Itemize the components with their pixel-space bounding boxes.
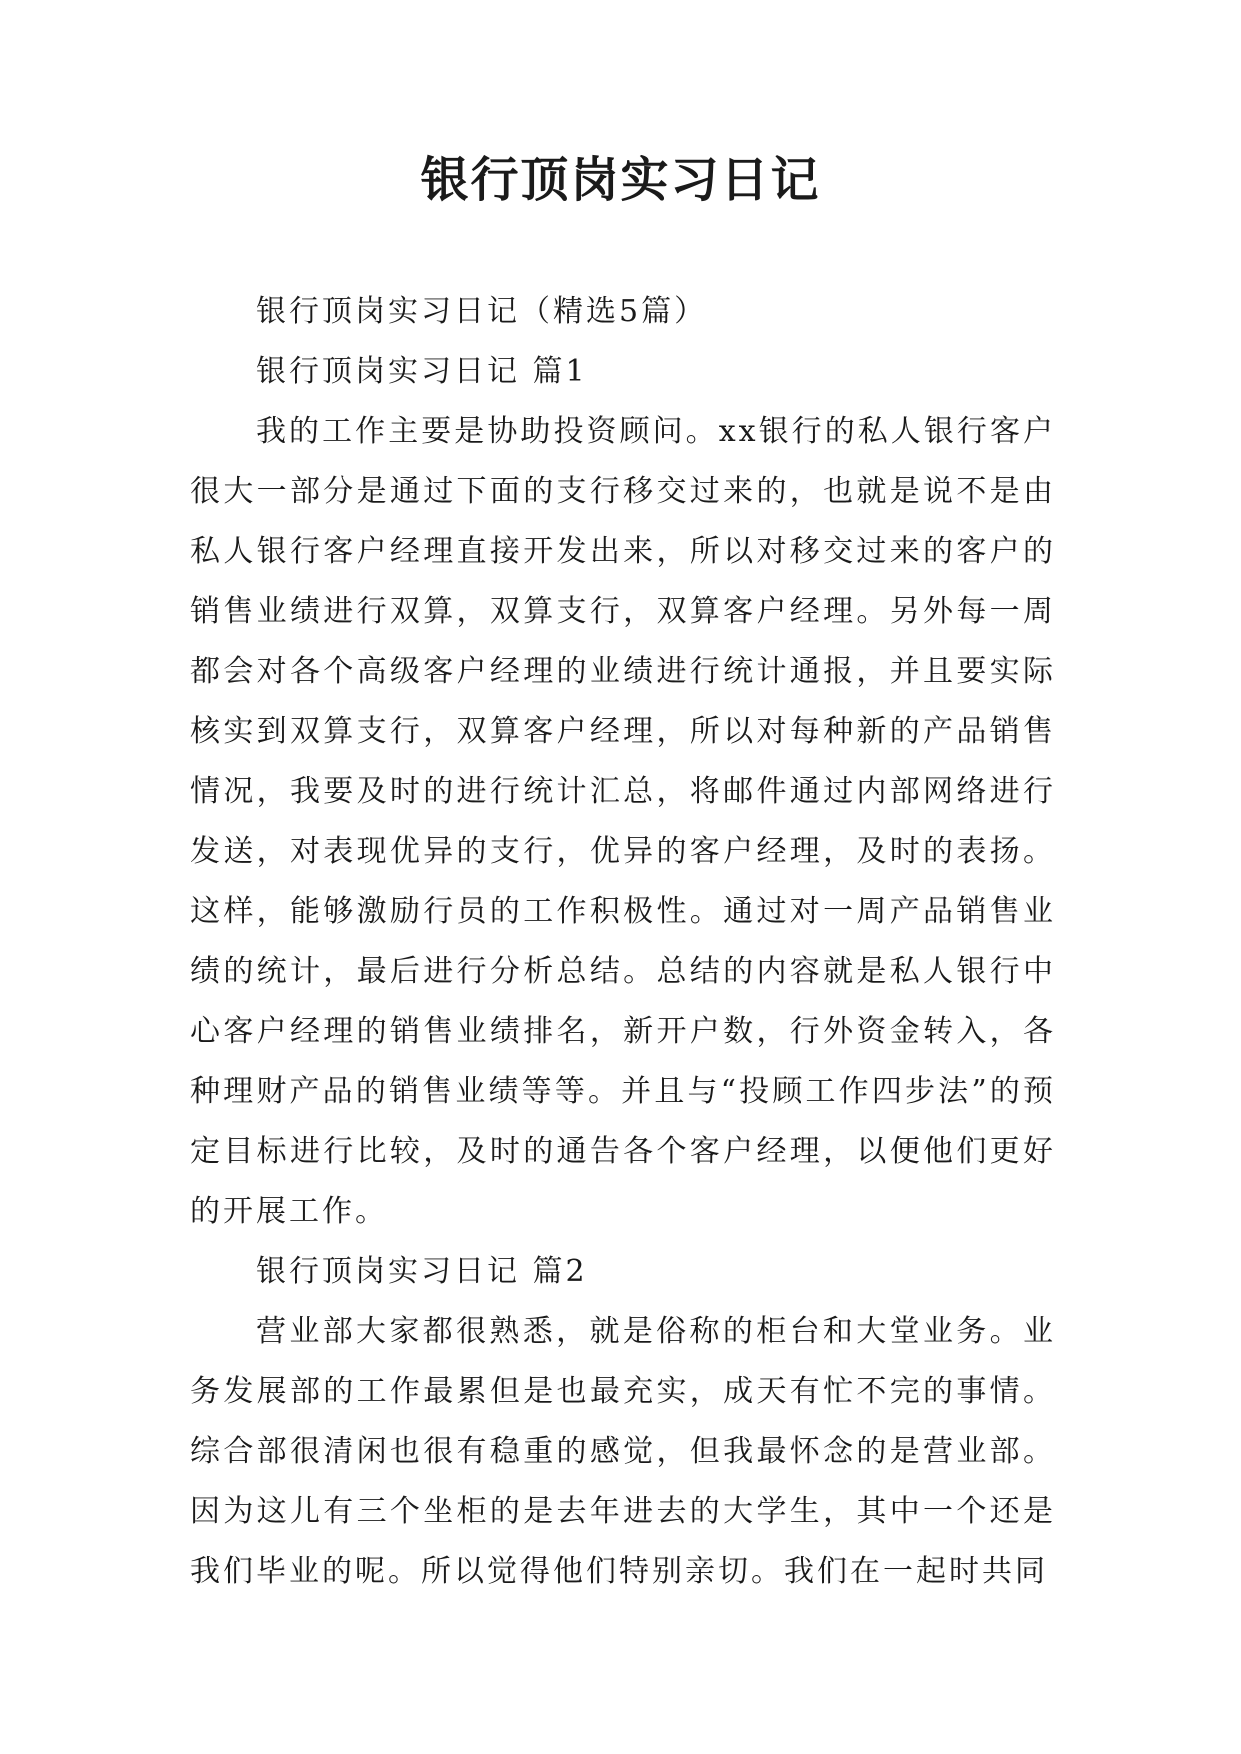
document-title: 银行顶岗实习日记 xyxy=(420,152,821,208)
subtitle-paragraph: 银行顶岗实习日记（精选5篇） xyxy=(256,294,708,329)
section-heading-2: 银行顶岗实习日记 篇2 xyxy=(256,1254,588,1289)
document-body xyxy=(190,282,1056,1602)
section-heading-1: 银行顶岗实习日记 篇1 xyxy=(256,354,588,389)
section-1-paragraph: 我的工作主要是协助投资顾问。xx银行的私人银行客户很大一部分是通过下面的支行移交过来的，也就是说不是由私人银行客户经理直接开发出来，所以对移交过来的客户的销售业绩进行双算，双算支行，双算客户经理。另外每一周都会对各个高级客户经理的业绩进行统计通报，并且要实际核实到双算支行，双算客户经理，所以对每种新的产品销售情况，我要及时的进行统计汇总，将邮件通过内部网络进行发送，对表现优异的支行，优异的客户经理，及时的表扬。这样，能够激励行员的工作积极性。通过对一周产品销售业绩的统计，最后进行分析总结。总结的内容就是私人银行中心客户经理的销售业绩排名，新开户数，行外资金转入，各种理财产品的销售业绩等等。并且与“投顾工作四步法”的预定目标进行比较，及时的通告各个客户经理，以便他们更好的开展工作。 xyxy=(190,414,1056,1229)
section-2-paragraph: 营业部大家都很熟悉，就是俗称的柜台和大堂业务。业务发展部的工作最累但是也最充实，成天有忙不完的事情。综合部很清闲也很有稳重的感觉，但我最怀念的是营业部。因为这儿有三个坐柜的是去年进去的大学生，其中一个还是我们毕业的呢。所以觉得他们特别亲切。我们在一起时共同 xyxy=(190,1314,1056,1589)
